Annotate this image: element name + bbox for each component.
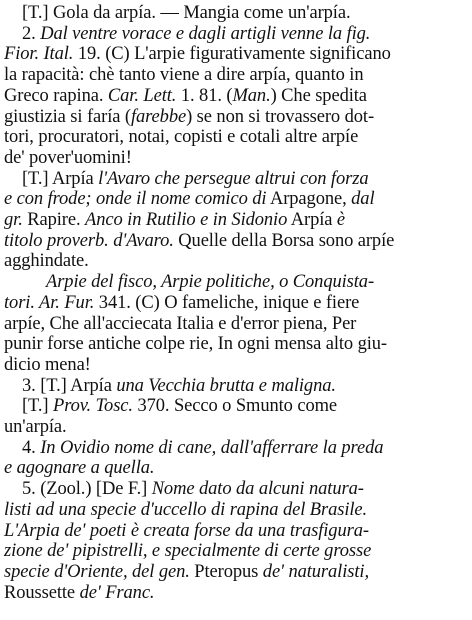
text-run: [T.] Gola da arpía. — Mangia come un'arpía.: [22, 3, 351, 23]
text-line: [4, 354, 470, 377]
text-line: [4, 106, 470, 129]
italic-text: tori. Ar. Fur.: [4, 292, 95, 313]
text-run: 5. (Zool.) [De F.]: [22, 479, 152, 500]
text-run: agghindate.: [4, 251, 89, 272]
text-line: [4, 457, 470, 480]
text-run: Greco rapina.: [4, 85, 108, 106]
italic-text: Dal ventre vorace e dagli artigli venne la fig.: [40, 23, 371, 44]
text-line: [4, 126, 470, 149]
text-line: [4, 292, 470, 315]
text-run: de' pover'uomini!: [4, 147, 132, 168]
text-line: [4, 188, 470, 211]
text-run: ) Che spedita: [270, 85, 367, 106]
text-line: [4, 230, 470, 253]
text-run: 1. 81. (: [176, 85, 233, 106]
text-line: [4, 416, 470, 439]
text-run: Pteropus: [189, 561, 263, 582]
text-run: Arpagone,: [266, 189, 352, 210]
text-line: [4, 582, 470, 605]
text-line: [22, 23, 470, 46]
text-line: [4, 561, 470, 584]
text-line: [4, 85, 470, 108]
italic-text: In Ovidio nome di cane, dall'afferrare la preda: [40, 437, 384, 458]
text-line: [4, 333, 470, 356]
text-run: [T.]: [22, 396, 53, 417]
text-run: [T.] Arpía: [22, 168, 99, 189]
italic-text: Nome dato da alcuni natura-: [151, 479, 364, 500]
italic-text: una Vecchia brutta e maligna.: [116, 375, 336, 396]
text-line: [4, 313, 470, 336]
italic-text: Car. Lett.: [107, 85, 177, 106]
italic-text: dal: [351, 189, 375, 210]
italic-text: specie d'Oriente, del gen.: [4, 561, 190, 582]
italic-text: de' naturalisti,: [262, 561, 369, 582]
text-run: tori, procuratori, notai, copisti e cotali altre arpíe: [4, 127, 359, 148]
italic-text: Anco in Rutilio e in Sidonio: [85, 210, 288, 230]
text-run: Arpía: [287, 210, 337, 230]
text-run: 4.: [22, 437, 41, 458]
text-line: [22, 375, 470, 398]
text-run: la rapacità: chè tanto viene a dire arpía, quanto in: [4, 65, 364, 86]
text-line: [22, 168, 470, 191]
italic-text: è: [336, 210, 346, 230]
italic-text: Fior. Ital.: [4, 44, 74, 65]
text-line: [22, 478, 470, 501]
text-line: [22, 395, 470, 418]
italic-text: gr.: [4, 210, 23, 230]
italic-text: titolo proverb. d'Avaro.: [4, 230, 174, 251]
text-run: 370. Secco o Smunto come: [132, 396, 337, 417]
text-run: ) se non si trovassero dot-: [186, 106, 375, 127]
text-line: [22, 2, 470, 25]
text-run: giustizia si faría (: [4, 106, 131, 127]
text-run: punir forse antiche colpe rie, In ogni mensa alto giu-: [4, 334, 387, 355]
text-run: 3. [T.] Arpía: [22, 375, 117, 396]
text-line: [4, 64, 470, 87]
italic-text: farebbe: [130, 106, 187, 127]
text-run: 19. (C) L'arpie figurativamente significano: [73, 44, 391, 65]
italic-text: Man.: [232, 85, 271, 106]
text-line: [4, 520, 470, 543]
text-line: [4, 250, 470, 273]
italic-text: Arpie del fisco, Arpie politiche, o Conquista-: [46, 272, 375, 293]
italic-text: L'Arpia de' poeti è creata forse da una trasfigura-: [4, 520, 369, 541]
text-line: [4, 499, 470, 522]
italic-text: Prov. Tosc.: [53, 396, 133, 417]
italic-text: l'Avaro che persegue altrui con forza: [98, 168, 369, 189]
text-run: arpíe, Che all'acciecata Italia e d'error piena, Per: [4, 313, 357, 334]
text-run: Quelle della Borsa sono arpíe: [173, 230, 395, 251]
text-run: un'arpía.: [4, 417, 67, 437]
text-run: Rapire.: [22, 210, 86, 230]
italic-text: e con frode; onde il nome comico di: [4, 189, 267, 210]
text-run: 2.: [22, 23, 41, 44]
text-line: [4, 43, 470, 66]
text-line: [4, 209, 470, 232]
italic-text: de' Franc.: [79, 582, 155, 603]
text-line: [4, 540, 470, 563]
italic-text: listi ad una specie d'uccello di rapina del Brasile.: [4, 499, 368, 520]
italic-text: zione de' pipistrelli, e specialmente di certe grosse: [4, 541, 372, 562]
text-line: [46, 271, 470, 294]
text-run: dicio mena!: [4, 354, 91, 375]
italic-text: e agognare a quella.: [4, 458, 155, 479]
text-run: Roussette: [4, 582, 80, 603]
text-line: [22, 437, 470, 460]
text-run: 341. (C) O fameliche, inique e fiere: [94, 292, 360, 313]
text-line: [4, 147, 470, 170]
